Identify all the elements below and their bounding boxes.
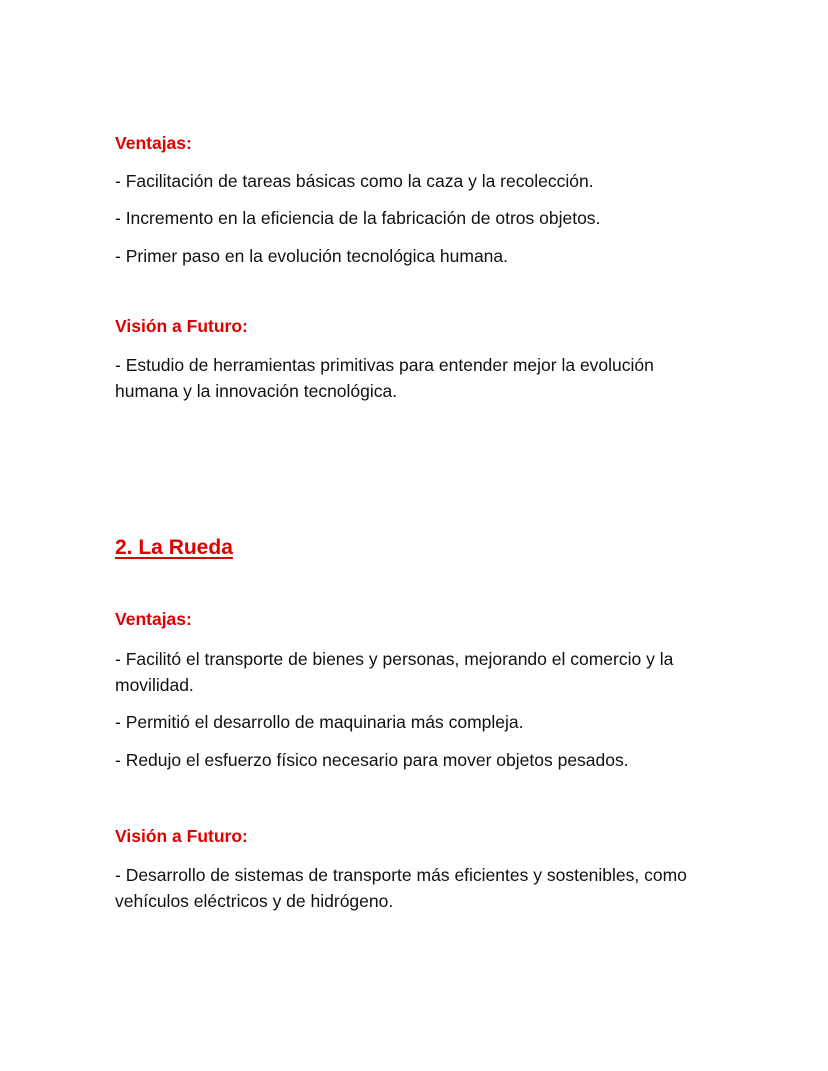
ventaja-item-2-3: - Redujo el esfuerzo físico necesario para mover objetos pesados. [115, 750, 629, 770]
ventaja-item-1-2: - Incremento en la eficiencia de la fabricación de otros objetos. [115, 208, 601, 228]
section-title-la-rueda: 2. La Rueda [115, 536, 233, 559]
vision-heading-2: Visión a Futuro: [115, 826, 248, 846]
ventaja-item-1-3: - Primer paso en la evolución tecnológica humana. [115, 246, 508, 266]
vision-item-1-1: - Estudio de herramientas primitivas para entender mejor la evolución humana y la innovación tecnológica. [115, 355, 654, 401]
vision-heading-1: Visión a Futuro: [115, 316, 248, 336]
ventajas-heading-1: Ventajas: [115, 133, 192, 153]
ventaja-item-1-1: - Facilitación de tareas básicas como la caza y la recolección. [115, 171, 594, 191]
vision-item-2-1: - Desarrollo de sistemas de transporte más eficientes y sostenibles, como vehículos eléctricos y de hidrógeno. [115, 865, 687, 911]
ventajas-heading-2: Ventajas: [115, 609, 192, 629]
ventaja-item-2-1: - Facilitó el transporte de bienes y personas, mejorando el comercio y la movilidad. [115, 649, 674, 695]
ventaja-item-2-2: - Permitió el desarrollo de maquinaria más compleja. [115, 712, 524, 732]
